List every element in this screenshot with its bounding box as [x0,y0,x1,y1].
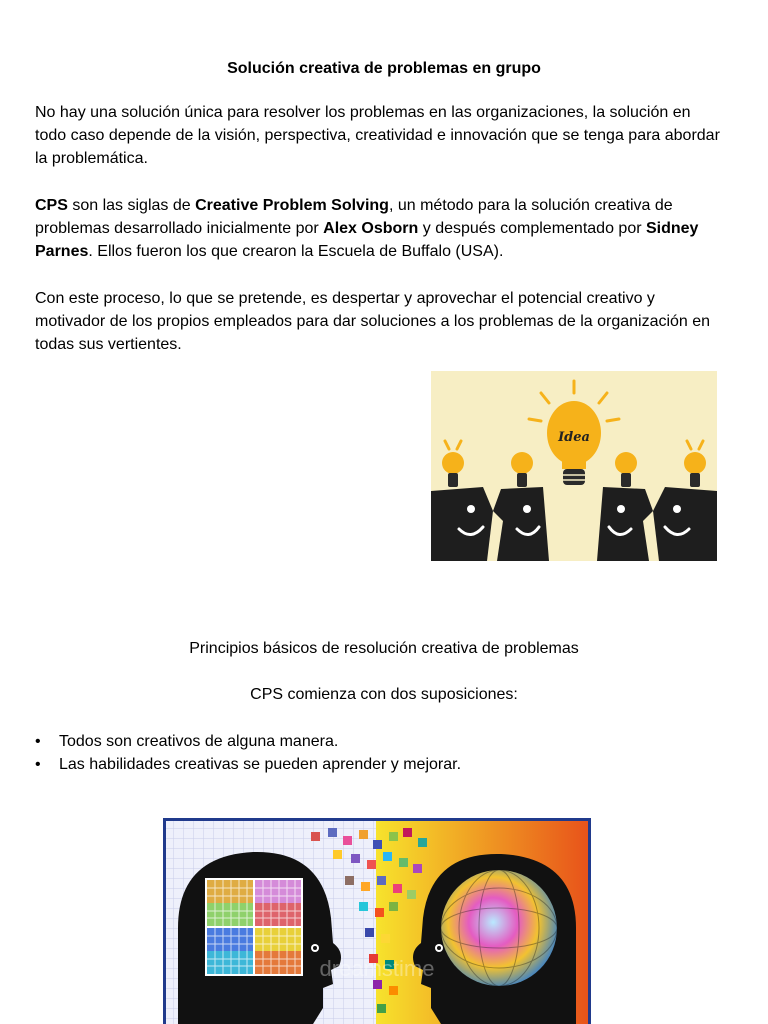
assumptions-list [35,730,461,776]
idea-label: Idea [558,430,590,445]
watermark-text: dreamstime [319,956,435,981]
osborn-name: Alex Osborn [323,220,419,237]
principles-heading: Principios básicos de resolución creativa de problemas [189,640,579,657]
color-swatch-grid [205,878,303,976]
cps-abbr: CPS [35,197,68,214]
list-item: • Las habilidades creativas se pueden aprender y mejorar. [35,753,461,776]
cps-text-3: y después complementado por [418,220,646,237]
cps-text-2: , un método para la solución creativa de problemas desarrollado inicialmente por [35,197,673,237]
paragraph-process: Con este proceso, lo que se pretende, es despertar y aprovechar el potencial creativo y motivador de los propios empleados para dar soluciones a los problemas de la organización en todas sus vertientes. [35,290,711,353]
parnes-name: Sidney Parnes [35,220,699,260]
cps-text-4: . Ellos fueron los que crearon la Escuela de Buffalo (USA). [88,243,504,260]
creative-minds-illustration [163,818,591,1024]
idea-illustration [431,371,717,561]
cps-text-1: son las siglas de [67,197,196,214]
colorful-globe [441,870,557,986]
paragraph-intro: No hay una solución única para resolver los problemas en las organizaciones, la solución en todo caso depende de la visión, perspectiva, creatividad e innovación que se tenga para abordar la problemática. [35,104,720,167]
list-item: • Todos son creativos de alguna manera. [35,730,461,753]
assumptions-heading: CPS comienza con dos suposiciones: [250,686,518,703]
paragraph-cps [35,194,725,263]
document-title: Solución creativa de problemas en grupo [227,60,541,77]
cps-full-name: Creative Problem Solving [195,197,389,214]
